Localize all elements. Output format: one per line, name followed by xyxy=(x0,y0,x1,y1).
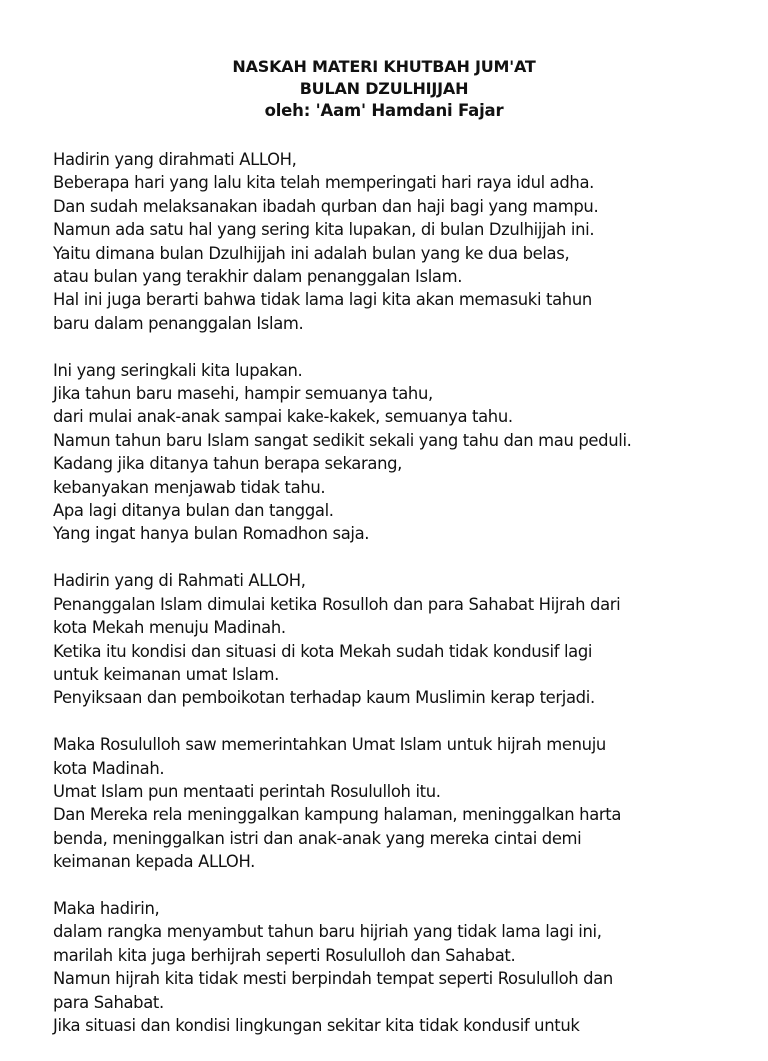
text-line: Yaitu dimana bulan Dzulhijjah ini adalah bulan yang ke dua belas, xyxy=(53,243,570,263)
text-line: Penyiksaan dan pemboikotan terhadap kaum Muslimin kerap terjadi. xyxy=(53,688,595,708)
text-line: Apa lagi ditanya bulan dan tanggal. xyxy=(53,501,334,521)
text-line: Penanggalan Islam dimulai ketika Rosulloh dan para Sahabat Hijrah dari xyxy=(53,594,621,614)
document-subtitle: BULAN DZULHIJJAH xyxy=(299,79,469,98)
text-line: Jika situasi dan kondisi lingkungan sekitar kita tidak kondusif untuk xyxy=(53,1015,580,1035)
text-line: Beberapa hari yang lalu kita telah memperingati hari raya idul adha. xyxy=(53,173,595,193)
text-line: untuk keimanan umat Islam. xyxy=(53,664,279,684)
text-line: Jika tahun baru masehi, hampir semuanya tahu, xyxy=(53,384,433,404)
text-line: dalam rangka menyambut tahun baru hijriah yang tidak lama lagi ini, xyxy=(53,922,602,942)
text-line: Maka Rosululloh saw memerintahkan Umat Islam untuk hijrah menuju xyxy=(53,735,606,755)
document-header xyxy=(0,56,768,122)
text-line: kota Mekah menuju Madinah. xyxy=(53,618,286,638)
text-line: Ini yang seringkali kita lupakan. xyxy=(53,360,303,380)
text-line: Hadirin yang di Rahmati ALLOH, xyxy=(53,571,306,591)
text-line: Kadang jika ditanya tahun berapa sekarang, xyxy=(53,454,403,474)
text-line: marilah kita juga berhijrah seperti Rosululloh dan Sahabat. xyxy=(53,945,516,965)
text-line: Namun hijrah kita tidak mesti berpindah tempat seperti Rosululloh dan xyxy=(53,969,613,989)
paragraph-2 xyxy=(53,359,753,546)
paragraph-5 xyxy=(53,897,753,1037)
text-line: Dan sudah melaksanakan ibadah qurban dan haji bagi yang mampu. xyxy=(53,196,599,216)
text-line: Dan Mereka rela meninggalkan kampung halaman, meninggalkan harta xyxy=(53,805,622,825)
text-line: Yang ingat hanya bulan Romadhon saja. xyxy=(53,524,370,544)
text-line: baru dalam penanggalan Islam. xyxy=(53,313,304,333)
document-author: oleh: 'Aam' Hamdani Fajar xyxy=(264,101,504,120)
paragraph-3 xyxy=(53,569,753,709)
document-body xyxy=(53,148,753,1061)
paragraph-1 xyxy=(53,148,753,335)
text-line: kebanyakan menjawab tidak tahu. xyxy=(53,477,326,497)
text-line: Hal ini juga berarti bahwa tidak lama lagi kita akan memasuki tahun xyxy=(53,290,592,310)
text-line: para Sahabat. xyxy=(53,992,164,1012)
text-line: dari mulai anak-anak sampai kake-kakek, semuanya tahu. xyxy=(53,407,513,427)
text-line: kota Madinah. xyxy=(53,758,165,778)
text-line: Namun tahun baru Islam sangat sedikit sekali yang tahu dan mau peduli. xyxy=(53,430,632,450)
text-line: Hadirin yang dirahmati ALLOH, xyxy=(53,150,297,169)
document-title: NASKAH MATERI KHUTBAH JUM'AT xyxy=(232,57,536,76)
text-line: Umat Islam pun mentaati perintah Rosululloh itu. xyxy=(53,781,441,801)
text-line: atau bulan yang terakhir dalam penanggalan Islam. xyxy=(53,267,463,287)
paragraph-4 xyxy=(53,733,753,873)
text-line: Namun ada satu hal yang sering kita lupakan, di bulan Dzulhijjah ini. xyxy=(53,220,595,240)
text-line: benda, meninggalkan istri dan anak-anak yang mereka cintai demi xyxy=(53,828,582,848)
text-line: Maka hadirin, xyxy=(53,898,160,918)
text-line: keimanan kepada ALLOH. xyxy=(53,852,256,872)
text-line: Ketika itu kondisi dan situasi di kota Mekah sudah tidak kondusif lagi xyxy=(53,641,593,661)
